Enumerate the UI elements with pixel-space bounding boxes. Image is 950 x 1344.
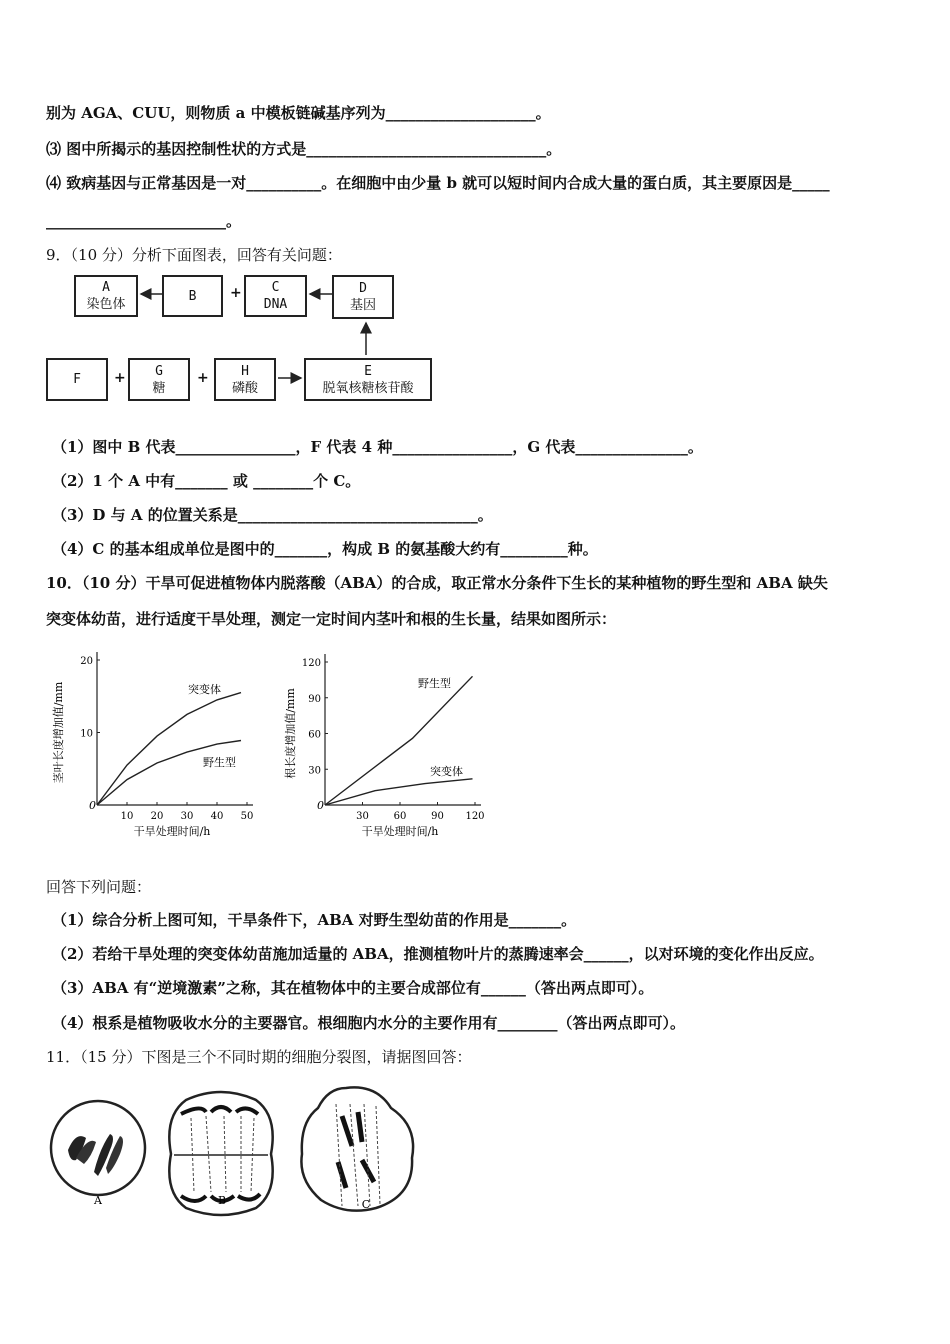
box-f-letter: F xyxy=(73,372,81,387)
x-tick-label: 30 xyxy=(356,811,369,822)
plus-fg: + xyxy=(114,370,126,386)
box-e-letter: E xyxy=(364,363,372,379)
x-tick-label: 20 xyxy=(150,811,164,822)
box-h xyxy=(214,358,276,401)
q8-line-3: ⑷ 致病基因与正常基因是一对__________。在细胞中由少量 b 就可以短时间内合成大量的蛋白质，其主要原因是_____ xyxy=(46,174,830,192)
origin-label: 0 xyxy=(89,799,96,812)
box-a xyxy=(74,275,138,317)
x-tick-label: 50 xyxy=(240,811,254,822)
q8-line-4: ________________________。 xyxy=(46,212,242,230)
cell-a xyxy=(51,1101,145,1195)
box-d-letter: D xyxy=(359,281,367,296)
q10-sub-4: （4）根系是植物吸收水分的主要器官。根细胞内水分的主要作用有________（答出两点即可）。 xyxy=(52,1014,685,1032)
box-a-text: 染色体 xyxy=(86,297,126,312)
q9-sub-3: （3）D 与 A 的位置关系是________________________________。 xyxy=(52,506,493,524)
q10-answer-intro: 回答下列问题： xyxy=(46,878,152,896)
series-label-0: 突变体 xyxy=(188,683,221,696)
chart-stem-leaf xyxy=(48,645,278,845)
box-e-text: 脱氧核糖核苷酸 xyxy=(322,380,414,396)
q8-line-1: 别为 AGA、CUU，则物质 a 中模板链碱基序列为____________________。 xyxy=(46,104,551,122)
box-h-text: 磷酸 xyxy=(231,380,258,396)
x-axis-label: 干旱处理时间/h xyxy=(361,825,439,838)
q9-sub-2: （2）1 个 A 中有_______ 或 ________个 C。 xyxy=(52,472,361,490)
x-tick-label: 40 xyxy=(210,811,224,822)
cell-division-figures xyxy=(46,1076,466,1221)
box-c-text: DNA xyxy=(263,297,288,312)
q10-header-1: 10．（10 分）干旱可促进植物体内脱落酸（ABA）的合成，取正常水分条件下生长的某种植物的野生型和 ABA 缺失 xyxy=(46,574,828,592)
box-c-letter: C xyxy=(271,280,280,295)
q10-sub-3: （3）ABA 有“逆境激素”之称，其在植物体中的主要合成部位有______（答出两点即可）。 xyxy=(52,979,654,997)
y-axis-label: 根长度增加值/mm xyxy=(284,688,297,779)
series-line-1 xyxy=(97,741,241,806)
series-label-0: 野生型 xyxy=(418,677,451,690)
cell-c xyxy=(301,1087,413,1210)
box-d xyxy=(332,275,394,319)
label-c: C xyxy=(361,1198,371,1211)
series-line-0 xyxy=(97,693,241,805)
q9-arrows xyxy=(0,0,950,420)
x-tick-label: 30 xyxy=(180,811,194,822)
plus-gh: + xyxy=(197,370,209,386)
series-label-1: 突变体 xyxy=(430,765,463,778)
q9-sub-4: （4）C 的基本组成单位是图中的_______，构成 B 的氨基酸大约有_________种。 xyxy=(52,540,598,558)
box-e xyxy=(304,358,432,401)
y-tick-label: 90 xyxy=(308,693,321,705)
y-tick-label: 20 xyxy=(80,656,93,667)
label-a: A xyxy=(94,1194,102,1207)
y-tick-label: 120 xyxy=(301,658,321,669)
series-line-1 xyxy=(325,779,473,805)
x-tick-label: 60 xyxy=(393,811,407,822)
y-tick-label: 10 xyxy=(80,728,93,740)
box-b-letter: B xyxy=(188,288,197,304)
q9-sub-1: （1）图中 B 代表________________，F 代表 4 种________________，G 代表_______________。 xyxy=(52,438,703,456)
box-g-letter: G xyxy=(155,363,163,379)
box-a-letter: A xyxy=(102,280,110,295)
box-d-text: 基因 xyxy=(349,298,376,313)
box-h-letter: H xyxy=(241,363,249,379)
q11-header: 11．（15 分）下图是三个不同时期的细胞分裂图，请据图回答： xyxy=(46,1048,472,1066)
x-tick-label: 10 xyxy=(120,811,134,822)
box-g-text: 糖 xyxy=(152,380,166,396)
x-tick-label: 90 xyxy=(431,811,444,822)
label-b: B xyxy=(217,1194,227,1207)
y-axis-label: 茎叶长度增加值/mm xyxy=(52,681,65,784)
chart-root xyxy=(280,645,520,845)
box-c xyxy=(244,275,307,317)
x-axis-label: 干旱处理时间/h xyxy=(133,825,211,838)
q10-sub-1: （1）综合分析上图可知，干旱条件下，ABA 对野生型幼苗的作用是_______。 xyxy=(52,911,577,929)
box-g xyxy=(128,358,190,401)
q9-header: 9．（10 分）分析下面图表，回答有关问题： xyxy=(46,246,342,264)
series-line-0 xyxy=(325,676,473,805)
q8-line-2: ⑶ 图中所揭示的基因控制性状的方式是________________________________。 xyxy=(46,140,562,158)
q10-sub-2: （2）若给干旱处理的突变体幼苗施加适量的 ABA，推测植物叶片的蒸腾速率会______，以对环境的变化作出反应。 xyxy=(52,945,824,963)
box-f xyxy=(46,358,108,401)
y-tick-label: 60 xyxy=(308,729,321,741)
q10-header-2: 突变体幼苗，进行适度干旱处理，测定一定时间内茎叶和根的生长量，结果如图所示： xyxy=(46,610,617,628)
box-b xyxy=(162,275,223,317)
y-tick-label: 30 xyxy=(308,765,321,777)
origin-label: 0 xyxy=(317,799,324,812)
plus-bc: + xyxy=(230,285,242,301)
series-label-1: 野生型 xyxy=(203,756,236,769)
x-tick-label: 120 xyxy=(465,811,485,822)
